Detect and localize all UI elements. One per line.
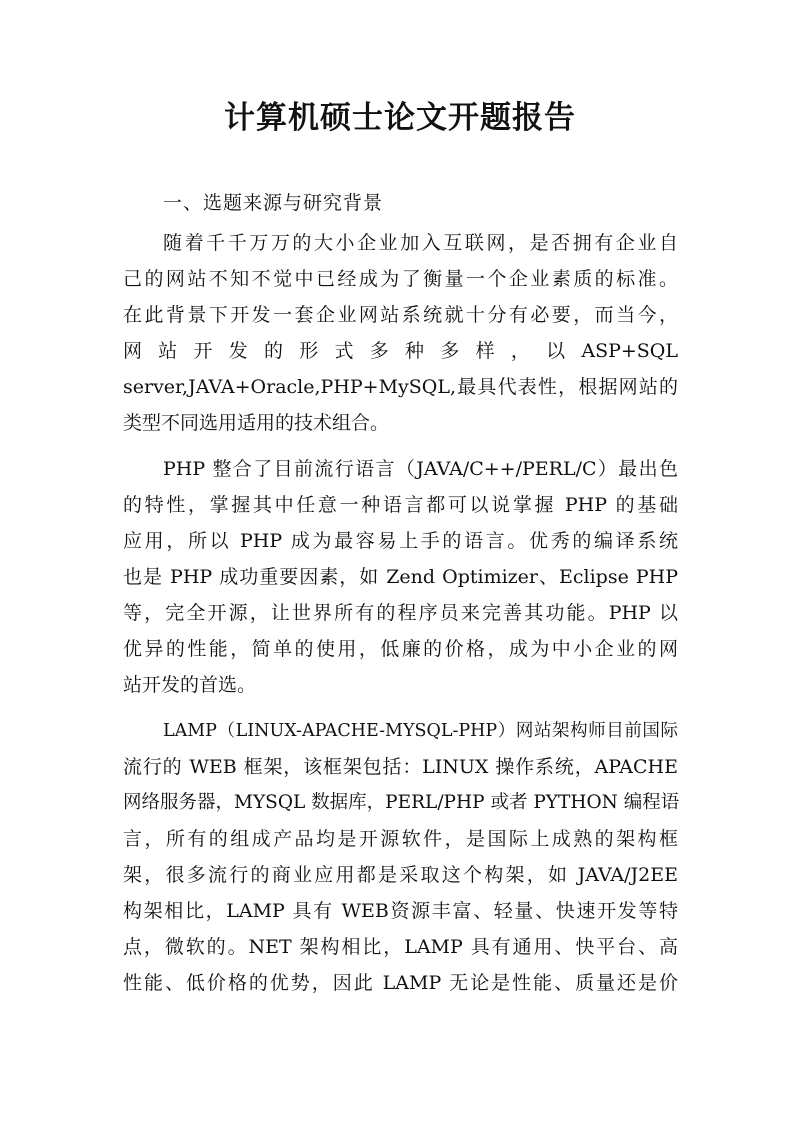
paragraph-line: 的特性，掌握其中任意一种语言都可以说掌握 PHP 的基础	[123, 494, 678, 516]
paragraph-line: 性能、低价格的优势，因此 LAMP 无论是性能、质量还是价	[123, 972, 678, 994]
paragraph-line: 随着千千万万的大小企业加入互联网，是否拥有企业自	[163, 232, 678, 254]
paragraph-line: 站开发的首选。	[123, 674, 257, 696]
paragraph-line: 应用，所以 PHP 成为最容易上手的语言。优秀的编译系统	[123, 530, 678, 552]
paragraph-line: 点，微软的。NET 架构相比，LAMP 具有通用、快平台、高	[123, 936, 678, 958]
document-title: 计算机硕士论文开题报告	[224, 100, 576, 136]
paragraph-line: 构架相比，LAMP 具有 WEB资源丰富、轻量、快速开发等特	[123, 900, 678, 922]
paragraph-line: 流行的 WEB 框架，该框架包括：LINUX 操作系统，APACHE	[123, 756, 678, 778]
paragraph-line: 架，很多流行的商业应用都是采取这个构架，如 JAVA/J2EE	[123, 864, 678, 886]
section-heading: 一、选题来源与研究背景	[163, 192, 384, 214]
paragraph-line: 优异的性能，简单的使用，低廉的价格，成为中小企业的网	[123, 638, 678, 660]
paragraph-line: 在此背景下开发一套企业网站系统就十分有必要，而当今，	[123, 304, 678, 326]
paragraph-line: 等，完全开源，让世界所有的程序员来完善其功能。PHP 以	[123, 602, 678, 624]
paragraph-line: server,JAVA+Oracle,PHP+MySQL,最具代表性，根据网站的	[123, 376, 678, 398]
paragraph-line: 言，所有的组成产品均是开源软件，是国际上成熟的架构框	[123, 828, 678, 850]
paragraph-line: 网 站 开 发 的 形 式 多 种 多 样 ， 以 ASP+SQL	[123, 340, 678, 362]
paragraph-line: 己的网站不知不觉中已经成为了衡量一个企业素质的标准。	[123, 268, 678, 290]
paragraph-line: 类型不同选用适用的技术组合。	[123, 412, 390, 434]
paragraph-line: 也是 PHP 成功重要因素，如 Zend Optimizer、Eclipse PHP	[123, 566, 678, 588]
paragraph-line: 网络服务器，MYSQL 数据库，PERL/PHP 或者 PYTHON 编程语	[123, 792, 680, 813]
paragraph-line: PHP 整合了目前流行语言（JAVA/C++/PERL/C）最出色	[163, 458, 678, 480]
paragraph-line: LAMP（LINUX-APACHE-MYSQL-PHP）网站架构师目前国际	[163, 721, 678, 741]
